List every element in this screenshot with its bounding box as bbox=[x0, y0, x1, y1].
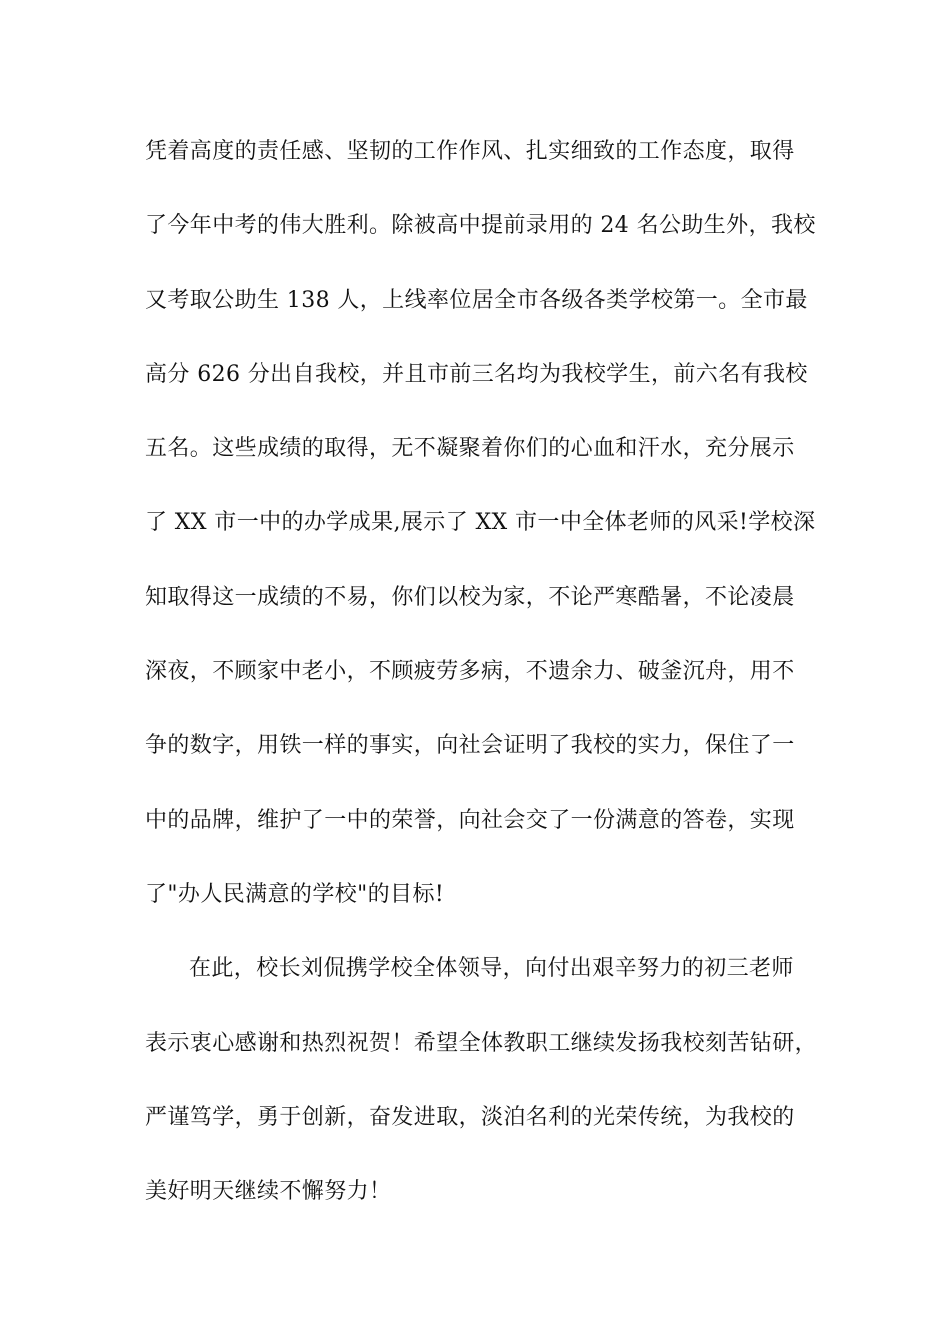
text-line: 五名。这些成绩的取得，无不凝聚着你们的心血和汗水，充分展示 bbox=[145, 436, 795, 462]
text-line: 表示衷心感谢和热烈祝贺！希望全体教职工继续发扬我校刻苦钻研， bbox=[145, 1030, 818, 1056]
body-text bbox=[145, 132, 825, 1246]
text-line: 知取得这一成绩的不易，你们以校为家，不论严寒酷暑，不论凌晨 bbox=[145, 584, 795, 610]
text-line: 严谨笃学，勇于创新，奋发进取，淡泊名利的光荣传统，为我校的 bbox=[145, 1104, 795, 1130]
text-line: 了今年中考的伟大胜利。除被高中提前录用的 24 名公助生外，我校 bbox=[145, 213, 816, 239]
text-line: 中的品牌，维护了一中的荣誉，向社会交了一份满意的答卷，实现 bbox=[145, 807, 795, 833]
text-line: 凭着高度的责任感、坚韧的工作作风、扎实细致的工作态度，取得 bbox=[145, 139, 795, 164]
paragraph-start-line: 在此，校长刘侃携学校全体领导，向付出艰辛努力的初三老师 bbox=[189, 956, 794, 982]
text-line: 高分 626 分出自我校，并且市前三名均为我校学生，前六名有我校 bbox=[145, 361, 808, 387]
text-line: 了 XX 市一中的办学成果,展示了 XX 市一中全体老师的风采!学校深 bbox=[145, 510, 816, 536]
text-line: 美好明天继续不懈努力！ bbox=[145, 1179, 392, 1205]
text-line: 深夜，不顾家中老小，不顾疲劳多病，不遗余力、破釜沉舟，用不 bbox=[145, 659, 795, 685]
text-line: 了"办人民满意的学校"的目标! bbox=[145, 881, 445, 907]
text-line: 又考取公助生 138 人，上线率位居全市各级各类学校第一。全市最 bbox=[145, 287, 808, 313]
text-line: 争的数字，用铁一样的事实，向社会证明了我校的实力，保住了一 bbox=[145, 733, 795, 759]
